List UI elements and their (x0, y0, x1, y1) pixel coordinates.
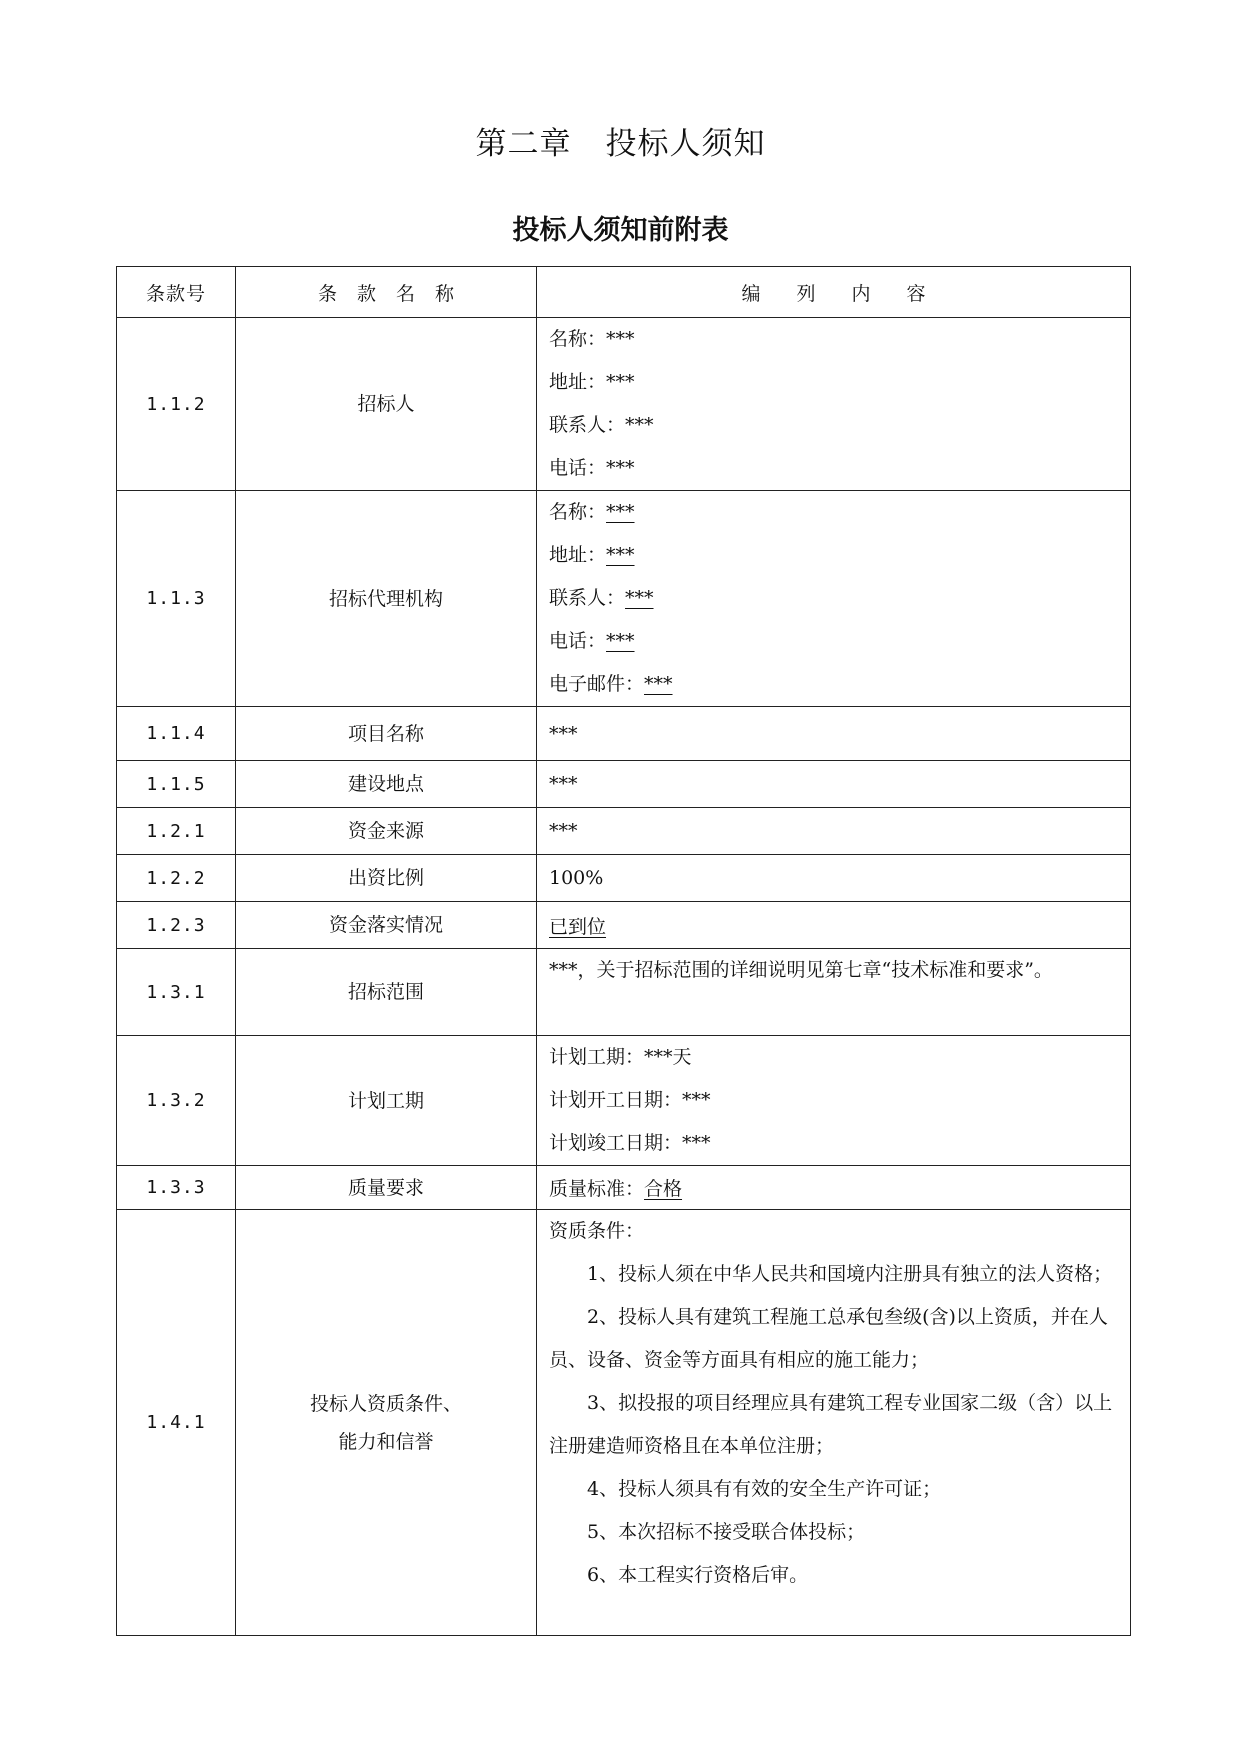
table-header-row (117, 267, 1131, 318)
table-row (117, 1166, 1131, 1210)
table-row (117, 1036, 1131, 1166)
clause-content (537, 1210, 1131, 1636)
content-paragraph: ***，关于招标范围的详细说明见第七章“技术标准和要求”。 (549, 959, 1053, 981)
header-content: 编 列 内 容 (537, 267, 1131, 318)
content-line: 电子邮件：*** (549, 673, 673, 695)
table-row (117, 949, 1131, 1036)
header-clause-name: 条 款 名 称 (236, 267, 537, 318)
clause-name: 质量要求 (236, 1166, 537, 1210)
table-row (117, 855, 1131, 902)
qualification-item: 1、投标人须在中华人民共和国境内注册具有独立的法人资格； (587, 1263, 1113, 1285)
clause-name: 项目名称 (236, 707, 537, 761)
clause-number: 1.4.1 (117, 1210, 236, 1636)
bidder-instructions-table (116, 266, 1131, 1636)
content-line: 名称：*** (549, 501, 635, 523)
clause-number: 1.1.3 (117, 491, 236, 707)
clause-name: 计划工期 (236, 1036, 537, 1166)
clause-name-line: 投标人资质条件、 (309, 1392, 462, 1415)
table-title: 投标人须知前附表 (512, 215, 729, 246)
qualification-item: 2、投标人具有建筑工程施工总承包叁级(含)以上资质，并在人员、设备、资金等方面具有相应的施工能力； (549, 1306, 1108, 1371)
table-row (117, 1210, 1131, 1636)
clause-number: 1.3.2 (117, 1036, 236, 1166)
chapter-title (0, 118, 1241, 163)
clause-name: 招标代理机构 (236, 491, 537, 707)
table-row (117, 707, 1131, 761)
clause-number: 1.2.2 (117, 855, 236, 902)
clause-number: 1.3.3 (117, 1166, 236, 1210)
clause-name: 出资比例 (236, 855, 537, 902)
content-line: 计划开工日期：*** (549, 1089, 711, 1111)
content-line: 地址：*** (549, 544, 635, 566)
clause-content (537, 491, 1131, 707)
clause-number: 1.2.3 (117, 902, 236, 949)
content-line: 名称：*** (549, 328, 635, 350)
clause-name (236, 1210, 537, 1636)
table-row (117, 902, 1131, 949)
chapter-name: 投标人须知 (605, 126, 766, 162)
table-row (117, 491, 1131, 707)
table-row (117, 318, 1131, 491)
table-row (117, 761, 1131, 808)
qualification-item: 5、本次招标不接受联合体投标； (587, 1521, 866, 1543)
chapter-number: 第二章 (475, 126, 572, 162)
clause-content: 100% (537, 855, 1131, 902)
clause-number: 1.1.5 (117, 761, 236, 808)
clause-name: 招标人 (236, 318, 537, 491)
clause-name: 资金来源 (236, 808, 537, 855)
header-clause-number: 条款号 (117, 267, 236, 318)
clause-content (537, 1166, 1131, 1210)
clause-content (537, 949, 1131, 1036)
clause-content: *** (537, 707, 1131, 761)
content-line: 地址：*** (549, 371, 635, 393)
quality-label: 质量标准： (549, 1178, 645, 1200)
clause-name-line: 能力和信誉 (338, 1430, 434, 1453)
clause-content: *** (537, 808, 1131, 855)
quality-value: 合格 (644, 1178, 683, 1200)
clause-number: 1.1.4 (117, 707, 236, 761)
qualification-heading: 资质条件： (549, 1220, 645, 1242)
content-line: 联系人：*** (549, 414, 654, 436)
content-line: 电话：*** (549, 630, 635, 652)
clause-name: 资金落实情况 (236, 902, 537, 949)
clause-content (537, 318, 1131, 491)
content-line: 联系人：*** (549, 587, 654, 609)
clause-number: 1.2.1 (117, 808, 236, 855)
table-row (117, 808, 1131, 855)
qualification-item: 3、拟投报的项目经理应具有建筑工程专业国家二级（含）以上注册建造师资格且在本单位注册； (549, 1392, 1113, 1457)
clause-content: *** (537, 761, 1131, 808)
content-line: 电话：*** (549, 457, 635, 479)
clause-name: 招标范围 (236, 949, 537, 1036)
clause-content (537, 902, 1131, 949)
qualification-item: 6、本工程实行资格后审。 (587, 1564, 809, 1586)
fund-status-value: 已到位 (549, 915, 607, 938)
content-line: 计划竣工日期：*** (549, 1132, 711, 1154)
qualification-item: 4、投标人须具有有效的安全生产许可证； (587, 1478, 942, 1500)
clause-name: 建设地点 (236, 761, 537, 808)
clause-content (537, 1036, 1131, 1166)
clause-number: 1.3.1 (117, 949, 236, 1036)
content-line: 计划工期：***天 (549, 1046, 692, 1068)
clause-number: 1.1.2 (117, 318, 236, 491)
